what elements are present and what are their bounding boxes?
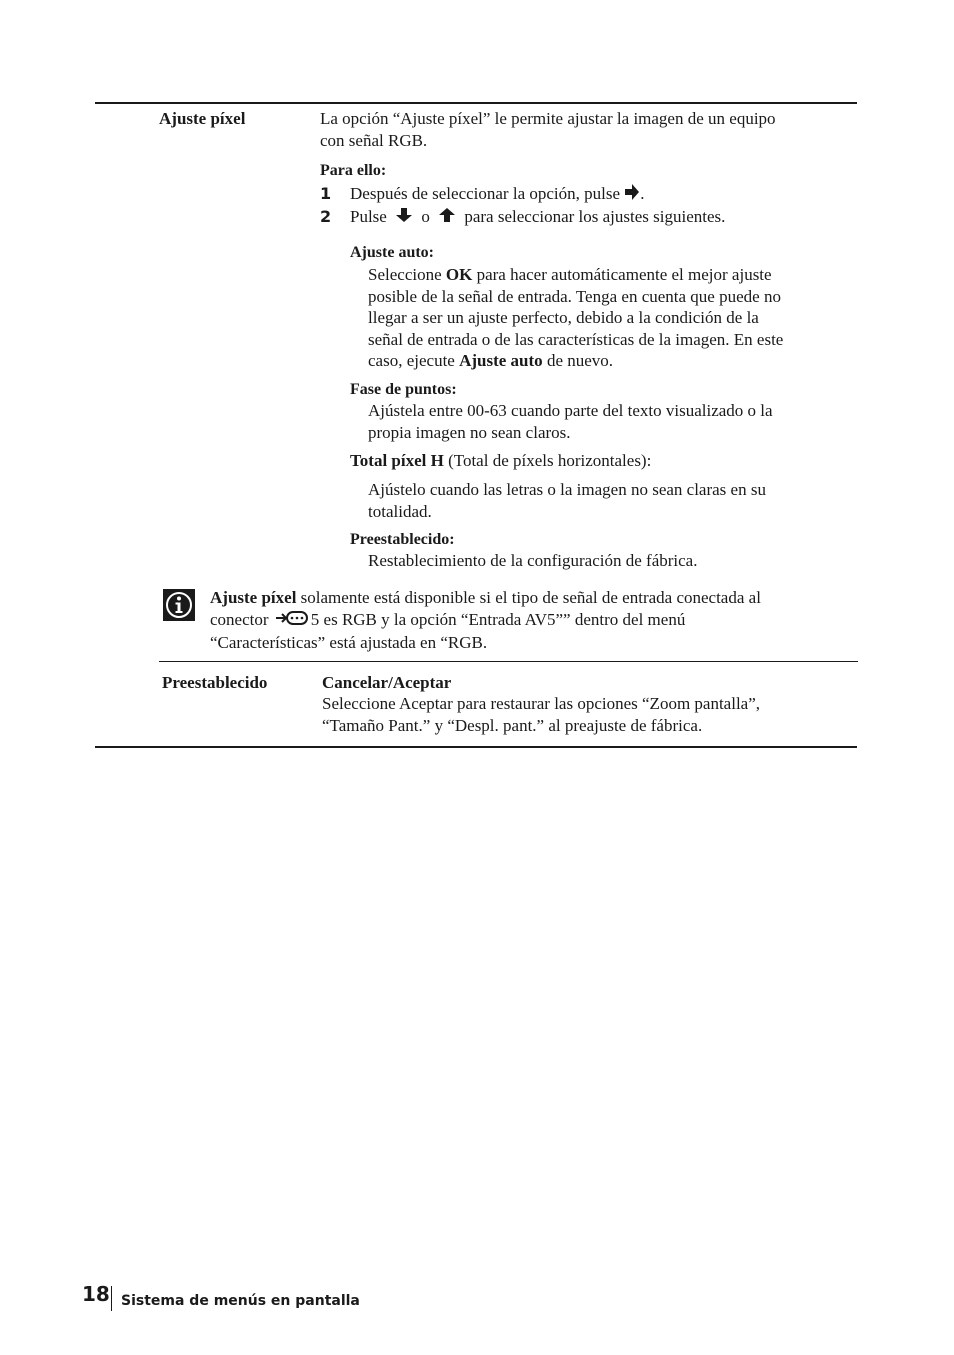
page-number: 18 [82, 1282, 110, 1306]
fase-puntos-text [368, 400, 868, 443]
cancelar-aceptar-title: Cancelar/Aceptar [322, 673, 452, 692]
step-1 [350, 183, 645, 207]
step-2-number: 2 [320, 207, 332, 226]
section2-text [322, 693, 862, 736]
footer-divider [111, 1286, 112, 1311]
total-pixel-title [350, 450, 651, 472]
ajuste-auto-l1a: Seleccione [368, 265, 446, 284]
step-2-post: para seleccionar los ajustes siguientes. [464, 207, 726, 226]
fase-puntos-title: Fase de puntos: [350, 381, 457, 398]
note-l2a: conector [210, 609, 269, 629]
step-1-end: . [640, 184, 645, 203]
total-pixel-rest: (Total de píxels horizontales): [443, 451, 652, 470]
ajuste-auto-line-4: señal de entrada o de las características de la imagen. En este [368, 329, 784, 349]
fase-line-1: Ajústela entre 00-63 cuando parte del texto visualizado o la [368, 401, 773, 420]
ajuste-auto-ref: Ajuste auto [459, 351, 543, 370]
note-line-3: “Características” está ajustada en “RGB. [210, 633, 488, 653]
step-2-pre: Pulse [350, 207, 387, 226]
arrow-up-icon [438, 207, 456, 229]
section-label-preestablecido: Preestablecido [162, 673, 268, 692]
input-connector-icon [275, 609, 309, 633]
intro-paragraph [320, 108, 860, 151]
intro-line-2: con señal RGB. [320, 130, 428, 150]
ajuste-auto-line-3: llegar a ser un ajuste perfecto, debido a la condición de la [368, 308, 759, 327]
step-1-number: 1 [320, 184, 332, 203]
total-line-2: totalidad. [368, 501, 432, 521]
bottom-rule [95, 746, 857, 748]
note-text [210, 587, 870, 654]
ok-key-label: OK [445, 265, 473, 284]
ajuste-auto-line-5 [368, 350, 868, 372]
top-rule [95, 102, 857, 104]
ajuste-auto-text [368, 264, 868, 372]
intro-line-1: La opción “Ajuste píxel” le permite ajustar la imagen de un equipo [320, 109, 776, 128]
note-l1b: solamente está disponible si el tipo de señal de entrada conectada al [296, 588, 761, 607]
ajuste-auto-line-2: posible de la señal de entrada. Tenga en cuenta que puede no [368, 286, 781, 306]
note-line-2 [210, 609, 870, 633]
ajuste-auto-l1c: para hacer automáticamente el mejor ajuste [472, 265, 772, 284]
note-line-1 [210, 587, 870, 609]
section-label-ajuste-pixel: Ajuste píxel [159, 109, 246, 128]
footer-section-title: Sistema de menús en pantalla [121, 1293, 360, 1309]
middle-rule [159, 661, 858, 662]
ajuste-auto-l5a: caso, ejecute [368, 351, 460, 370]
info-icon [163, 589, 195, 627]
arrow-down-icon [395, 207, 413, 229]
note-l2b: 5 es RGB y la opción “Entrada AV5”” dentro del menú [310, 609, 686, 629]
steps-heading: Para ello: [320, 162, 387, 179]
total-pixel-bold: Total píxel H [350, 451, 444, 470]
total-pixel-text [368, 479, 868, 522]
total-line-1: Ajústelo cuando las letras o la imagen no sean claras en su [368, 480, 766, 499]
step-1-text: Después de seleccionar la opción, pulse [350, 184, 621, 203]
arrow-right-icon [624, 183, 640, 207]
ajuste-auto-line-1 [368, 264, 868, 286]
preset-sub-text: Restablecimiento de la configuración de fábrica. [368, 551, 698, 570]
step-2-or: o [421, 207, 430, 226]
note-term: Ajuste píxel [210, 588, 297, 607]
section2-line-2: “Tamaño Pant.” y “Despl. pant.” al preajuste de fábrica. [322, 715, 703, 735]
section2-line-1: Seleccione Aceptar para restaurar las opciones “Zoom pantalla”, [322, 694, 761, 713]
ajuste-auto-l5c: de nuevo. [542, 351, 614, 370]
fase-line-2: propia imagen no sean claros. [368, 422, 571, 442]
preset-sub-title: Preestablecido: [350, 531, 455, 548]
ajuste-auto-title: Ajuste auto: [350, 244, 434, 261]
step-2 [350, 206, 725, 229]
